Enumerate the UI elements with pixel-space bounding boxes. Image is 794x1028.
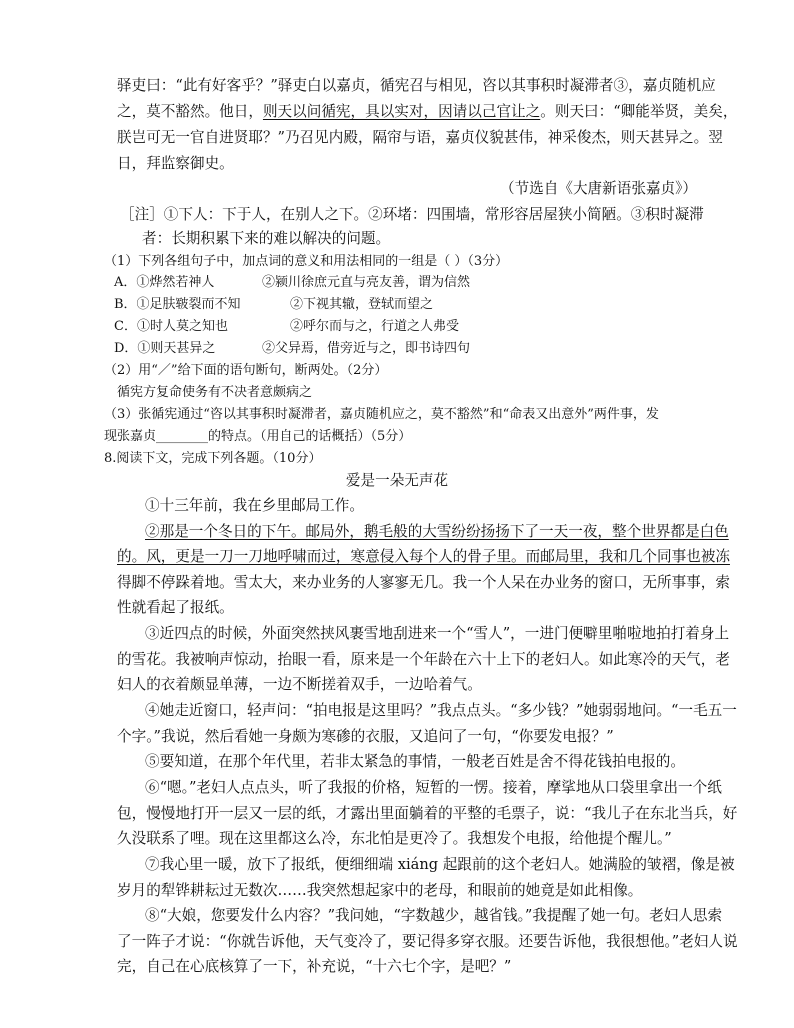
option-b-1: B．①足肤皲裂而不知: [114, 297, 241, 312]
para-line: ⑧“大娘，您要发什么内容？”我问她，“字数越少，越省钱。”我提醒了她一句。老妇人思索: [145, 907, 723, 924]
para-line-underlined: ②那是一个冬日的下午。邮局外，鹅毛般的大雪纷纷扬扬下了一天一夜，整个世界都是白色: [145, 523, 729, 540]
question-3-line-2: 现张嘉贞________的特点。（用自己的话概括）（5分）: [104, 429, 412, 444]
option-d-1: D．①则天甚异之: [114, 341, 216, 356]
para-line: 了一阵子才说：“你就告诉他，天气变冷了，要记得多穿衣服。还要告诉他，我很想他。”老妇人说: [117, 933, 738, 950]
para-line: 岁月的犁铧耕耘过无数次……我突然想起家中的老母，和眼前的她竟是如此相像。: [117, 882, 643, 899]
para-line: 的雪花。我被响声惊动，抬眼一看，原来是一个年龄在六十上下的老妇人。如此寒冷的天气，老: [117, 651, 730, 668]
article-title: 爱是一朵无声花: [345, 472, 449, 489]
option-c-1: C．①时人莫之知也: [114, 319, 228, 334]
text: 之，莫不豁然。他日，: [117, 103, 263, 120]
para-line: 久没联系了哩。现在这里都这么冷，东北怕是更冷了。我想发个电报，给他提个醒儿。”: [117, 830, 672, 847]
question-3-line-1: （3）张循宪通过“咨以其事积时凝滞者，嘉贞随机应之，莫不豁然”和“命表又出意外”两件事，发: [104, 407, 659, 422]
option-d-2: ②父异焉，借旁近与之，即书诗四句: [262, 341, 471, 356]
passage-line-4: 日，拜监察御史。: [117, 155, 234, 172]
section-8-heading: 8.阅读下文，完成下列各题。（10分）: [104, 451, 322, 466]
para-line: 个字。”我说，然后看她一身颇为寒碜的衣服，又追问了一句，“你要发电报？”: [117, 728, 614, 745]
para-line: ⑥“嗯。”老妇人点点头，听了我报的价格，短暂的一愣。接着，摩挲地从口袋里拿出一个纸: [145, 779, 722, 796]
annotation-line-1: ［注］①下人：下于人，在别人之下。②环堵：四围墙，常形容居屋狭小简陋。③积时凝滞: [120, 206, 704, 223]
underlined-sentence: 则天以问循宪，具以实对，因请以己官让之: [262, 103, 541, 120]
passage-line-1: [117, 76, 716, 96]
para-line: 妇人的衣着颇显单薄，一边不断搓着双手，一边哈着气。: [117, 676, 482, 693]
text: 。则天曰：“卿能举贤，美矣，: [540, 103, 738, 120]
para-line-underlined: 的。风，更是一刀一刀地呼啸而过，寒意侵入每个人的骨子里。而邮局里，我和几个同事也被冻: [117, 548, 730, 565]
para-line: 性就看起了报纸。: [117, 599, 234, 616]
question-2-text: 循宪方复命使务有不决者意颇病之: [117, 385, 313, 400]
question-1: （1）下列各组句子中，加点词的意义和用法相同的一组是（ ）（3分）: [104, 254, 509, 269]
passage-line-2: [117, 102, 737, 122]
para-line: 完，自己在心底核算了一下，补充说，“十六七个字，是吧？”: [117, 958, 512, 975]
source-citation: （节选自《大唐新语张嘉贞》）: [499, 180, 697, 197]
para-line: ⑦我心里一暖，放下了报纸，便细细端 xiáng 起跟前的这个老妇人。她满脸的皱褶，像是被: [145, 856, 735, 873]
option-b-2: ②下视其辙，登轼而望之: [290, 297, 434, 312]
para-line: ④她走近窗口，轻声问：“拍电报是这里吗？”我点点头。“多少钱？”她弱弱地问。“一毛五一: [145, 702, 737, 719]
passage-line-3: 朕岂可无一官自进贤耶？”乃召见内殿，隔帘与语，嘉贞仪貌甚伟，神采俊杰，则天甚异之。翌: [117, 129, 723, 146]
para-line: ③近四点的时候，外面突然挟风裹雪地刮进来一个“雪人”，一进门便噼里啪啦地拍打着身上: [145, 625, 730, 642]
question-2: （2）用“／”给下面的语句断句，断两处。（2分）: [104, 363, 388, 378]
option-a-1: A．①烨然若神人: [114, 275, 215, 290]
text: 驿吏曰：“此有好客乎？”驿吏白以嘉贞，循宪召与相见，咨以其事积时凝滞者③，嘉贞随机应: [117, 77, 716, 94]
option-c-2: ②呼尔而与之，行道之人弗受: [290, 319, 460, 334]
annotation-line-2: 者：长期积累下来的难以解决的问题。: [142, 230, 391, 247]
para-line: ①十三年前，我在乡里邮局工作。: [145, 497, 364, 514]
option-a-2: ②颍川徐庶元直与亮友善，谓为信然: [262, 275, 471, 290]
para-line: 包，慢慢地打开一层又一层的纸，才露出里面躺着的平整的毛票子，说：“我儿子在东北当兵，好: [117, 805, 738, 822]
para-line: 得脚不停跺着地。雪太大，来办业务的人寥寥无几。我一个人呆在办业务的窗口，无所事事，索: [117, 574, 730, 591]
para-line: ⑤要知道，在那个年代里，若非太紧急的事情，一般老百姓是舍不得花钱拍电报的。: [145, 753, 685, 770]
